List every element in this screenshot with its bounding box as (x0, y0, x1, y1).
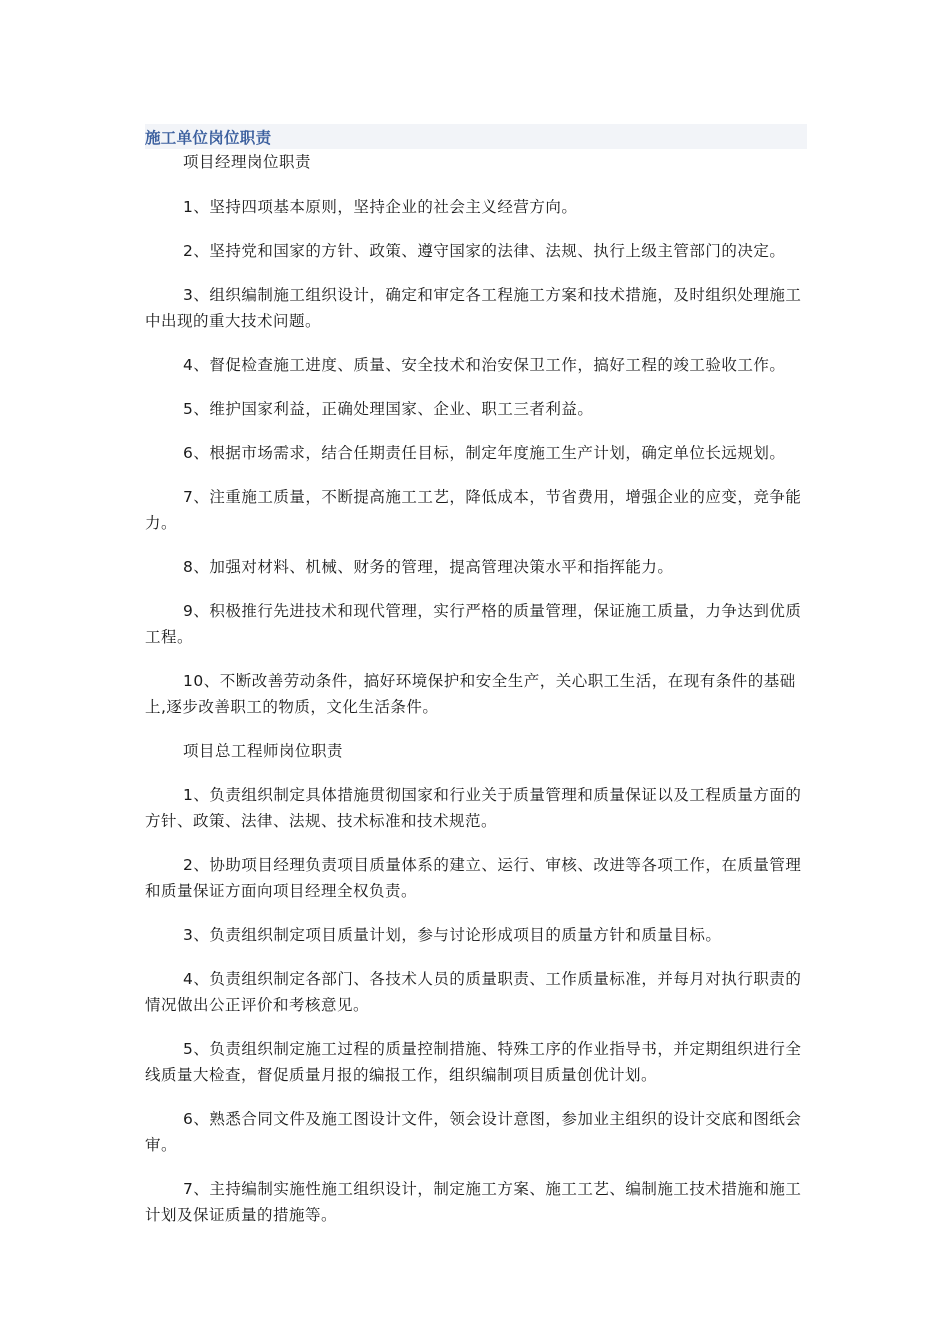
section-heading: 项目经理岗位职责 (183, 153, 312, 171)
list-item: 7、主持编制实施性施工组织设计，制定施工方案、施工工艺、编制施工技术措施和施工计划及保证质量的措施等。 (145, 1180, 802, 1224)
list-item: 4、负责组织制定各部门、各技术人员的质量职责、工作质量标准，并每月对执行职责的情况做出公正评价和考核意见。 (145, 970, 802, 1014)
list-item: 2、坚持党和国家的方针、政策、遵守国家的法律、法规、执行上级主管部门的决定。 (183, 242, 786, 260)
document-body (145, 124, 807, 1228)
list-item: 8、加强对材料、机械、财务的管理，提高管理决策水平和指挥能力。 (183, 558, 674, 576)
list-item: 2、协助项目经理负责项目质量体系的建立、运行、审核、改进等各项工作，在质量管理和质量保证方面向项目经理全权负责。 (145, 856, 802, 900)
list-item: 6、根据市场需求，结合任期责任目标，制定年度施工生产计划，确定单位长远规划。 (183, 444, 786, 462)
list-item: 4、督促检查施工进度、质量、安全技术和治安保卫工作，搞好工程的竣工验收工作。 (183, 356, 786, 374)
list-item: 10、不断改善劳动条件，搞好环境保护和安全生产，关心职工生活，在现有条件的基础上,逐步改善职工的物质，文化生活条件。 (145, 672, 796, 716)
list-item: 6、熟悉合同文件及施工图设计文件，领会设计意图，参加业主组织的设计交底和图纸会审。 (145, 1110, 802, 1154)
section-heading: 项目总工程师岗位职责 (183, 742, 344, 760)
title-bar (145, 124, 807, 149)
list-item: 5、负责组织制定施工过程的质量控制措施、特殊工序的作业指导书，并定期组织进行全线质量大检查，督促质量月报的编报工作，组织编制项目质量创优计划。 (145, 1040, 802, 1084)
list-item: 3、负责组织制定项目质量计划，参与讨论形成项目的质量方针和质量目标。 (183, 926, 722, 944)
list-item: 1、负责组织制定具体措施贯彻国家和行业关于质量管理和质量保证以及工程质量方面的方针、政策、法律、法规、技术标准和技术规范。 (145, 786, 802, 830)
list-item: 9、积极推行先进技术和现代管理，实行严格的质量管理，保证施工质量，力争达到优质工程。 (145, 602, 802, 646)
document-title: 施工单位岗位职责 (145, 128, 272, 147)
list-item: 1、坚持四项基本原则，坚持企业的社会主义经营方向。 (183, 198, 578, 216)
list-item: 3、组织编制施工组织设计，确定和审定各工程施工方案和技术措施，及时组织处理施工中出现的重大技术问题。 (145, 286, 802, 330)
list-item: 5、维护国家利益，正确处理国家、企业、职工三者利益。 (183, 400, 594, 418)
list-item: 7、注重施工质量，不断提高施工工艺，降低成本，节省费用，增强企业的应变，竞争能力。 (145, 488, 802, 532)
